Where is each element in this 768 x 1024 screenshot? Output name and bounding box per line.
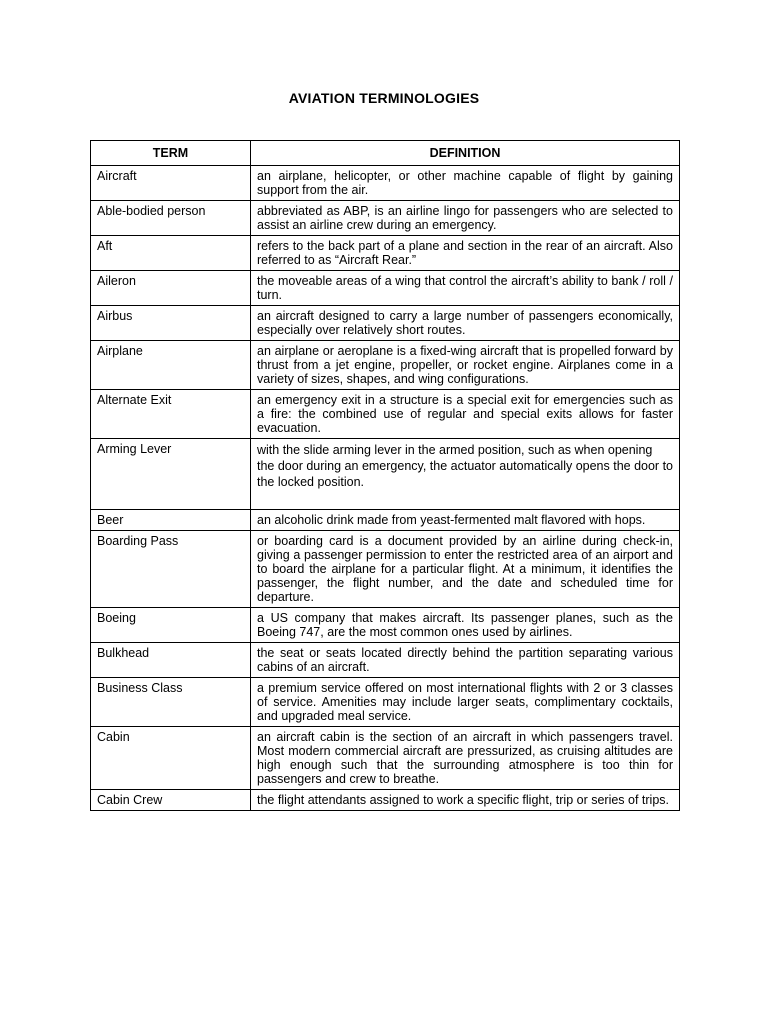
term-cell: Able-bodied person [91, 201, 251, 236]
table-row [91, 306, 680, 341]
page-title: AVIATION TERMINOLOGIES [288, 90, 480, 106]
table-row [91, 510, 680, 531]
table-row [91, 678, 680, 727]
table-row [91, 439, 680, 510]
term-cell: Airplane [91, 341, 251, 390]
table-row [91, 236, 680, 271]
definition-column-header: DEFINITION [251, 141, 680, 166]
term-cell: Business Class [91, 678, 251, 727]
term-cell: Cabin Crew [91, 790, 251, 811]
table-header-row [91, 141, 680, 166]
definition-cell: an airplane, helicopter, or other machine capable of flight by gaining support from the air. [251, 166, 680, 201]
definition-cell: an emergency exit in a structure is a special exit for emergencies such as a fire: the combined use of regular and special exits allows for faster evacuation. [251, 390, 680, 439]
term-cell: Aileron [91, 271, 251, 306]
table-row [91, 341, 680, 390]
table-row [91, 727, 680, 790]
table-row [91, 643, 680, 678]
table-row [91, 201, 680, 236]
definition-cell: an alcoholic drink made from yeast-fermented malt flavored with hops. [251, 510, 680, 531]
term-cell: Boarding Pass [91, 531, 251, 608]
definition-cell: an airplane or aeroplane is a fixed-wing aircraft that is propelled forward by thrust from a jet engine, propeller, or rocket engine. Airplanes come in a variety of sizes, shapes, and wing configurations. [251, 341, 680, 390]
table-row [91, 271, 680, 306]
term-cell: Beer [91, 510, 251, 531]
table-row [91, 608, 680, 643]
table-row [91, 531, 680, 608]
table-row [91, 166, 680, 201]
definition-cell: the moveable areas of a wing that control the aircraft’s ability to bank / roll / turn. [251, 271, 680, 306]
definition-cell: abbreviated as ABP, is an airline lingo for passengers who are selected to assist an airline crew during an emergency. [251, 201, 680, 236]
term-cell: Aircraft [91, 166, 251, 201]
term-cell: Arming Lever [91, 439, 251, 510]
term-column-header: TERM [91, 141, 251, 166]
definition-cell: refers to the back part of a plane and section in the rear of an aircraft. Also referred to as “Aircraft Rear.” [251, 236, 680, 271]
terminology-table [90, 140, 680, 811]
definition-cell: an aircraft cabin is the section of an aircraft in which passengers travel. Most modern commercial aircraft are pressurized, as cruising altitudes are high enough such that the surrounding atmosphere is too thin for passengers and crew to breathe. [251, 727, 680, 790]
definition-cell: the seat or seats located directly behind the partition separating various cabins of an aircraft. [251, 643, 680, 678]
definition-cell: a US company that makes aircraft. Its passenger planes, such as the Boeing 747, are the most common ones used by airlines. [251, 608, 680, 643]
definition-cell: a premium service offered on most international flights with 2 or 3 classes of service. Amenities may include larger seats, complimentary cocktails, and upgraded meal service. [251, 678, 680, 727]
term-cell: Airbus [91, 306, 251, 341]
definition-cell: an aircraft designed to carry a large number of passengers economically, especially over relatively short routes. [251, 306, 680, 341]
term-cell: Alternate Exit [91, 390, 251, 439]
term-cell: Boeing [91, 608, 251, 643]
definition-cell: with the slide arming lever in the armed position, such as when opening the door during an emergency, the actuator automatically opens the door to the locked position. [251, 439, 680, 510]
table-row [91, 790, 680, 811]
definition-cell: the flight attendants assigned to work a specific flight, trip or series of trips. [251, 790, 680, 811]
term-cell: Aft [91, 236, 251, 271]
term-cell: Bulkhead [91, 643, 251, 678]
table-row [91, 390, 680, 439]
term-cell: Cabin [91, 727, 251, 790]
definition-cell: or boarding card is a document provided by an airline during check-in, giving a passenger permission to enter the restricted area of an airport and to board the airplane for a particular flight. At a minimum, it identifies the passenger, the flight number, and the date and scheduled time for departure. [251, 531, 680, 608]
